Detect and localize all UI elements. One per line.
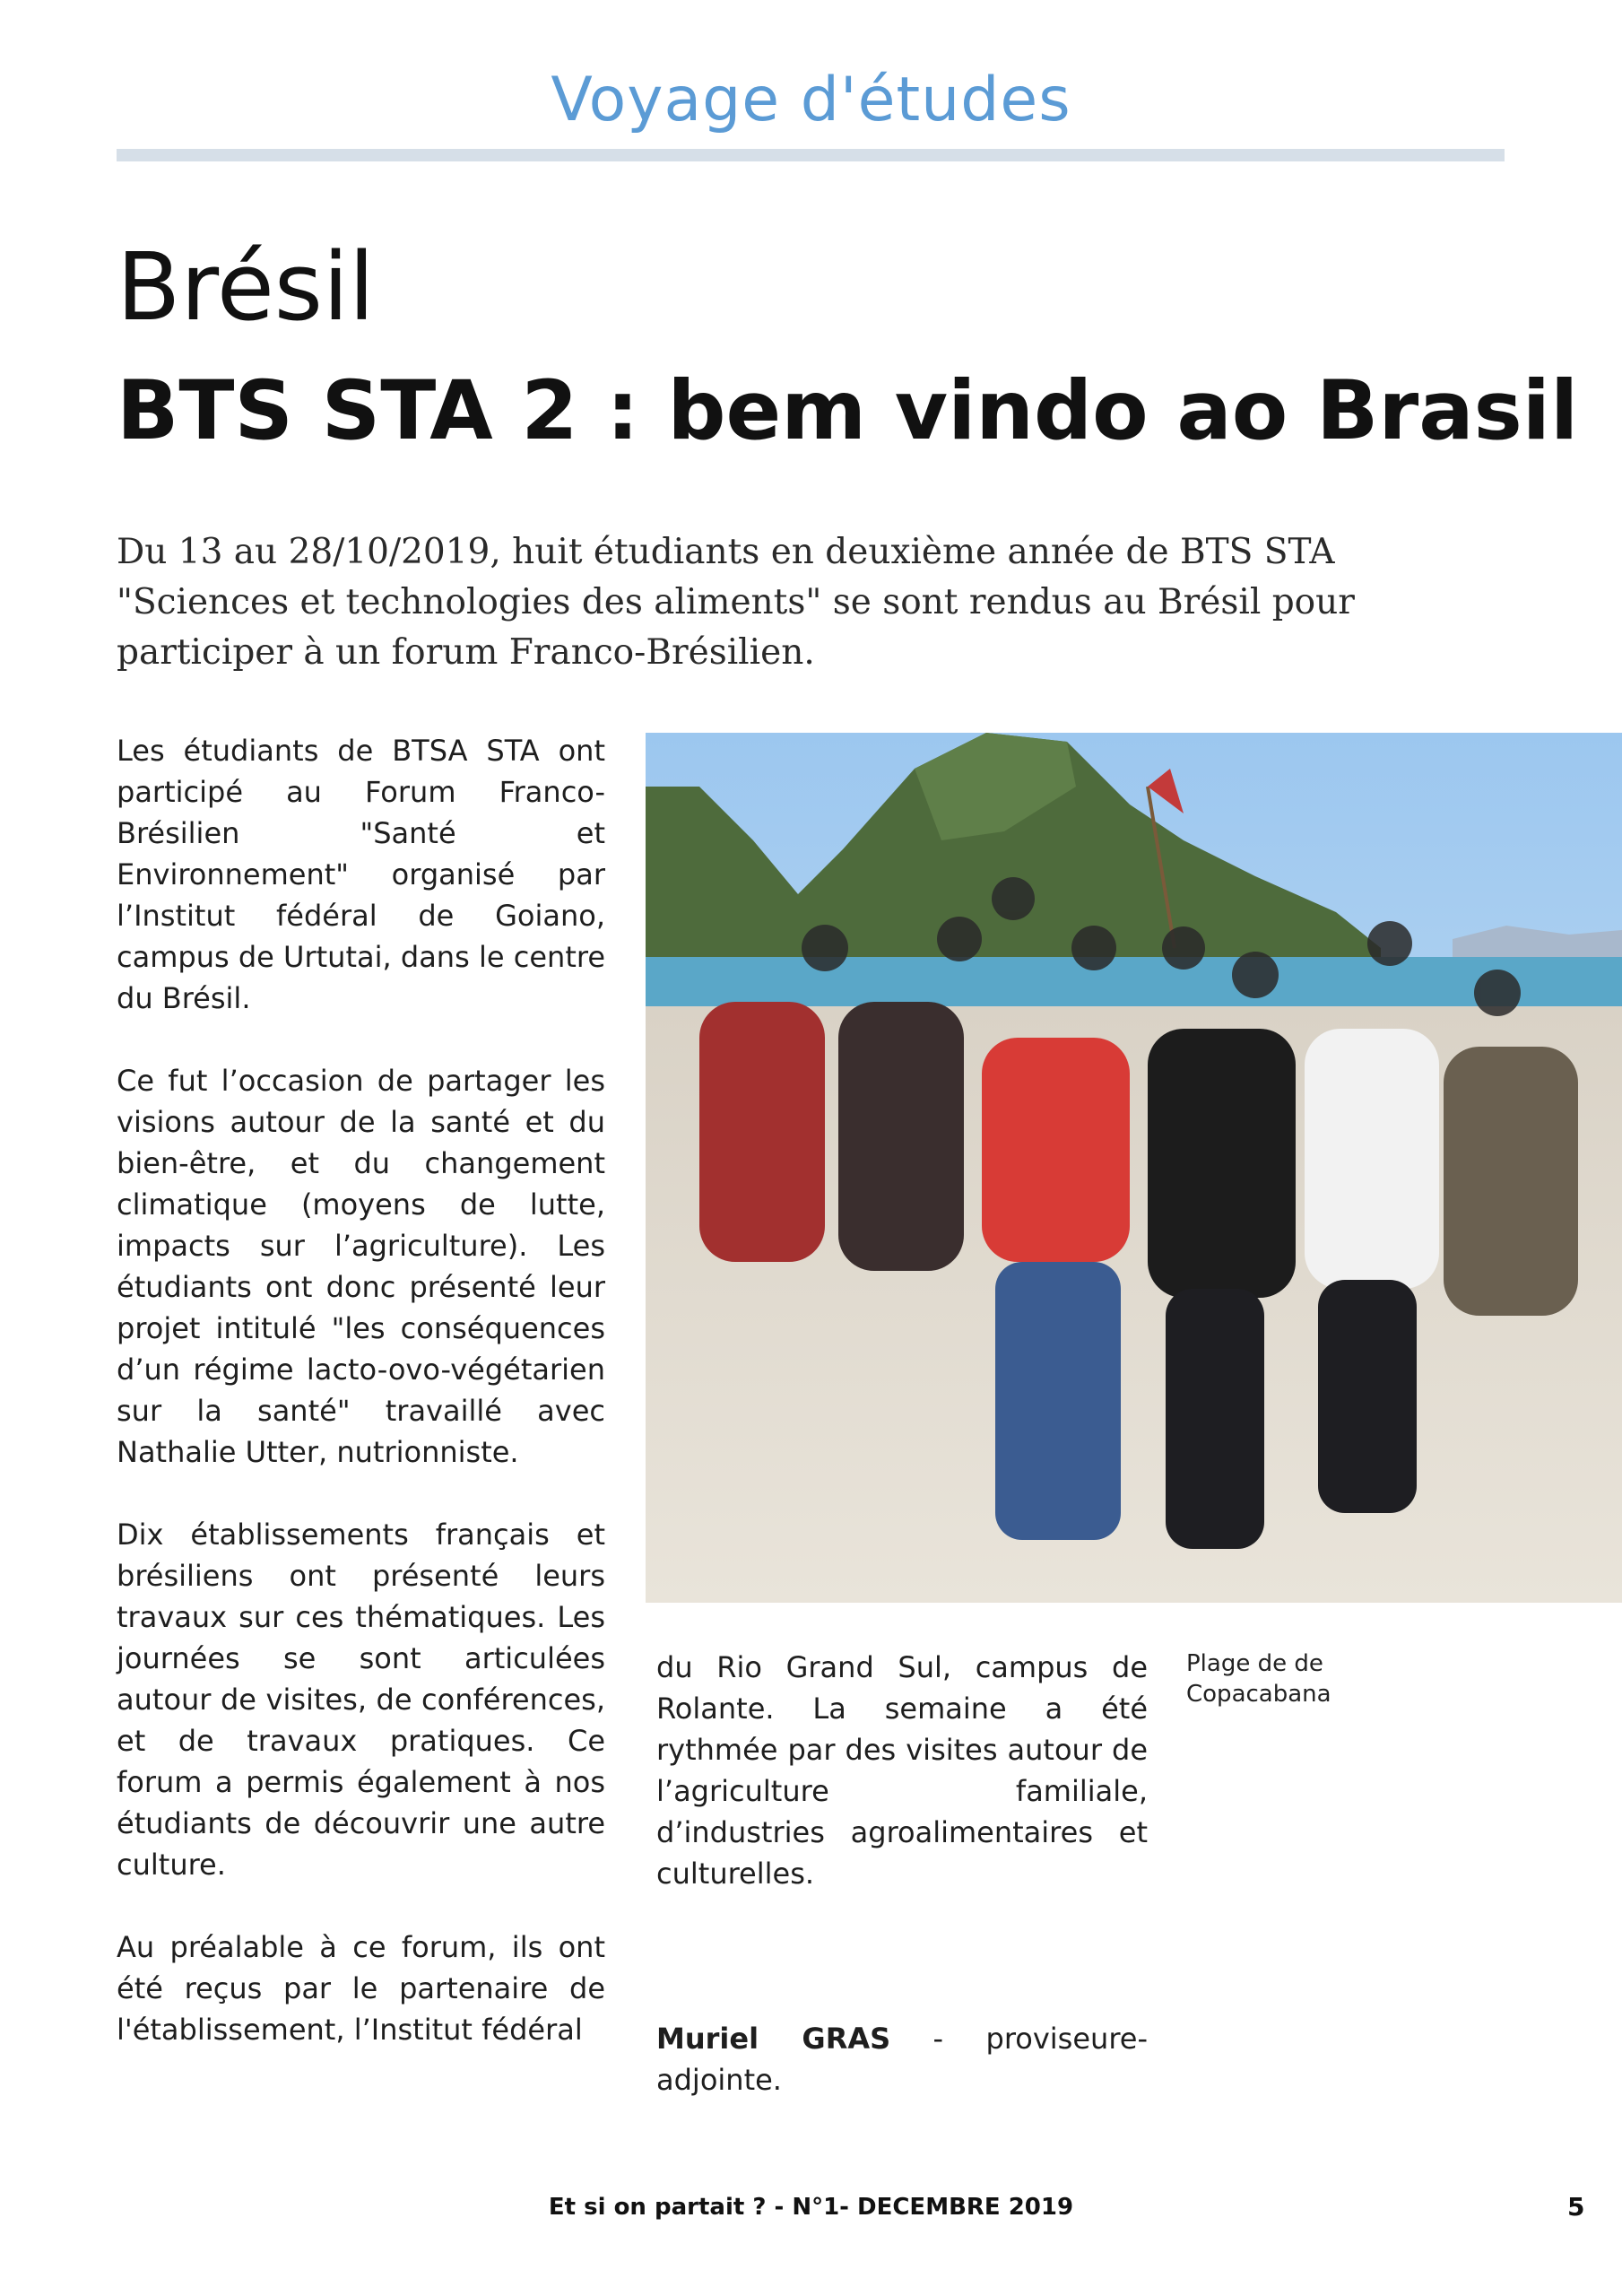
photo-caption	[1186, 1648, 1366, 1709]
article-lead	[117, 527, 1408, 678]
page-footer: Et si on partait ? - N°1- DECEMBRE 2019	[548, 2194, 1074, 2221]
body-paragraph: Ce fut l’occasion de partager les visions autour de la santé et du bien-être, et du changement climatique (moyens de lutte, impacts sur l’agriculture). Les étudiants ont donc présenté leur projet intitulé "les conséquences d’un régime lacto-ovo-végétarien sur la santé" travaillé avec Nathalie Utter, nutrionniste.	[117, 1064, 605, 1469]
body-paragraph: du Rio Grand Sul, campus de Rolante. La semaine a été rythmée par des visites autour de l’agriculture familiale, d’industries agroalimentaires et culturelles.	[656, 1650, 1148, 1891]
article-signature	[656, 2018, 1148, 2100]
author-name: Muriel GRAS	[656, 2022, 891, 2056]
section-title: Voyage d'études	[551, 65, 1071, 135]
author-role: - proviseure-adjointe.	[656, 2022, 1148, 2097]
page-number: 5	[1567, 2192, 1585, 2222]
body-paragraph: Les étudiants de BTSA STA ont participé au Forum Franco-Brésilien "Santé et Environnement" organisé par l’Institut fédéral de Goiano, campus de Urtutai, dans le centre du Brésil.	[117, 734, 605, 1015]
article-headline: BTS STA 2 : bem vindo ao Brasil	[117, 364, 1579, 458]
header-rule	[117, 149, 1505, 161]
article-country: Brésil	[117, 232, 375, 342]
lead-line: "Sciences et technologies des aliments" se sont rendus au Brésil pour	[117, 582, 1355, 622]
caption-line: Copacabana	[1186, 1681, 1331, 1708]
article-column-middle	[656, 1647, 1148, 1935]
article-column-left	[117, 730, 605, 2092]
body-paragraph: Au préalable à ce forum, ils ont été reçus par le partenaire de l'établissement, l’Institut fédéral	[117, 1930, 605, 2047]
lead-line: Du 13 au 28/10/2019, huit étudiants en deuxième année de BTS STA	[117, 532, 1335, 572]
group-beach-photo	[646, 733, 1622, 1603]
caption-line: Plage de de	[1186, 1650, 1323, 1677]
lead-line: participer à un forum Franco-Brésilien.	[117, 632, 815, 673]
body-paragraph: Dix établissements français et brésiliens ont présenté leurs travaux sur ces thématiques. Les journées se sont articulées autour de visites, de conférences, et de travaux pratiques. Ce forum a permis également à nos étudiants de découvrir une autre culture.	[117, 1518, 605, 1882]
